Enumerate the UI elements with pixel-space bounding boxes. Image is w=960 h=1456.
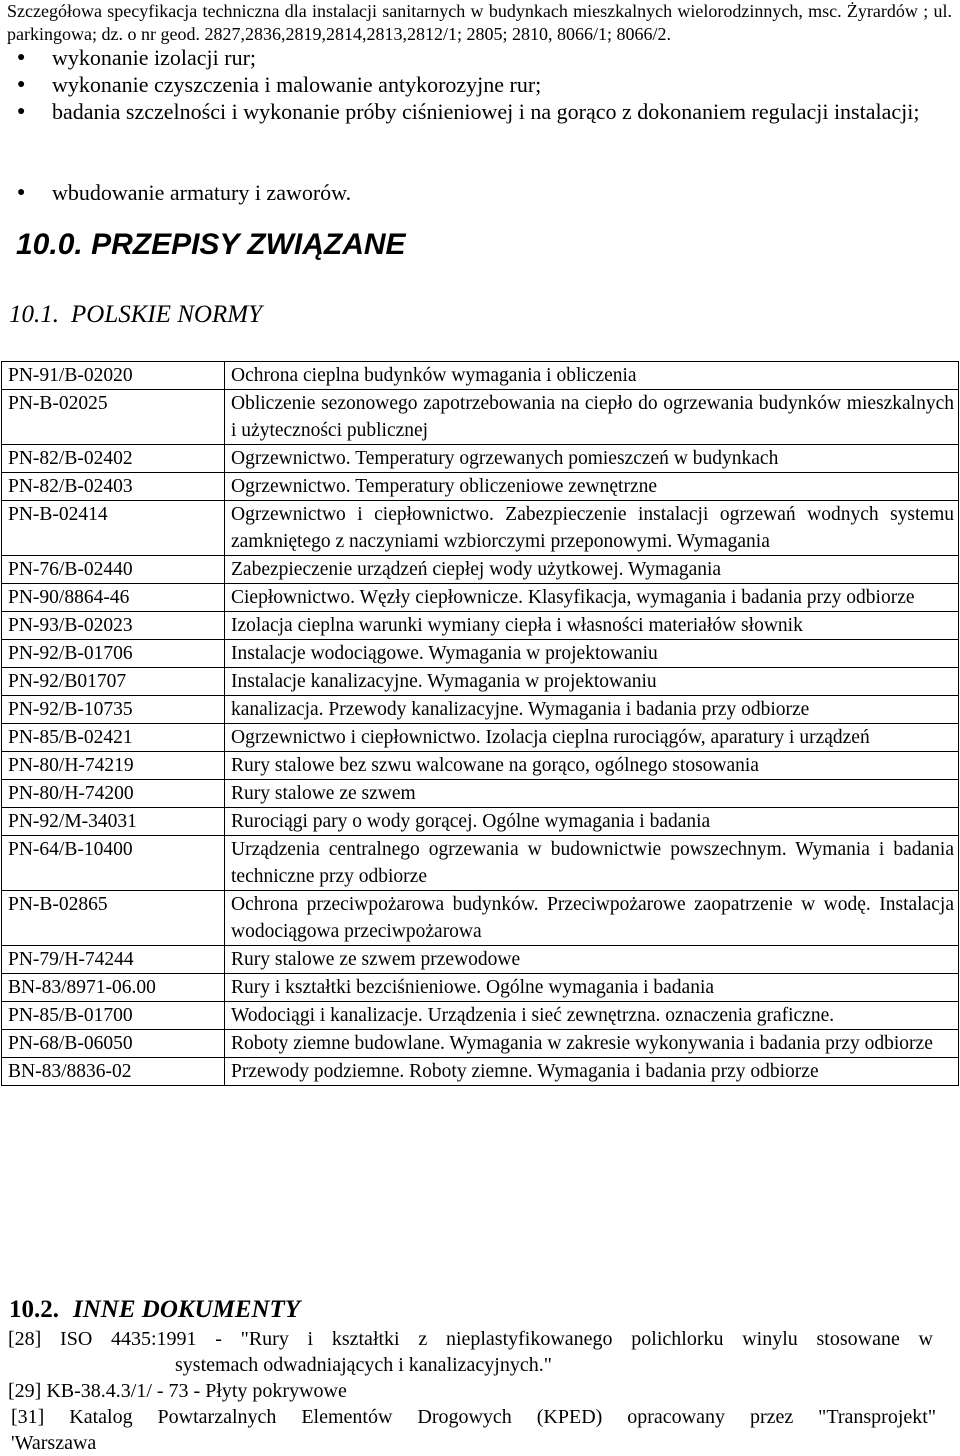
norm-code: PN-79/H-74244 <box>2 946 225 974</box>
norm-description: Ogrzewnictwo. Temperatury ogrzewanych pomieszczeń w budynkach <box>225 445 959 473</box>
document-item <box>11 1404 936 1456</box>
norm-code: PN-92/B01707 <box>2 668 225 696</box>
norm-description: Ogrzewnictwo i ciepłownictwo. Izolacja cieplna rurociągów, aparatury i urządzeń <box>225 724 959 752</box>
table-row <box>2 808 959 836</box>
list-item-text: wykonanie izolacji rur; <box>52 45 257 70</box>
bullet-icon: ● <box>17 50 26 65</box>
subsection-number: 10.2. <box>9 1296 59 1323</box>
table-row <box>2 668 959 696</box>
subsection-number: 10.1. <box>9 301 59 328</box>
norm-description: Rurociągi pary o wody gorącej. Ogólne wymagania i badania <box>225 808 959 836</box>
table-row <box>2 752 959 780</box>
bullet-icon: ● <box>17 185 26 200</box>
norm-code: PN-93/B-02023 <box>2 612 225 640</box>
norm-description: Ogrzewnictwo. Temperatury obliczeniowe zewnętrzne <box>225 473 959 501</box>
list-item-text: badania szczelności i wykonanie próby ciśnieniowej i na gorąco z dokonaniem regulacji instalacji; <box>52 99 920 124</box>
norm-code: PN-68/B-06050 <box>2 1030 225 1058</box>
table-row <box>2 584 959 612</box>
table-row <box>2 1030 959 1058</box>
bullet-icon: ● <box>17 104 26 119</box>
document-text: [31] Katalog Powtarzalnych Elementów Drogowych (KPED) opracowany przez "Transprojekt" <box>11 1406 936 1428</box>
norm-code: PN-92/B-10735 <box>2 696 225 724</box>
norm-description: kanalizacja. Przewody kanalizacyjne. Wymagania i badania przy odbiorze <box>225 696 959 724</box>
table-row <box>2 891 959 946</box>
list-item-text: wykonanie czyszczenia i malowanie antykorozyjne rur; <box>52 72 542 97</box>
table-row <box>2 362 959 390</box>
table-row <box>2 390 959 445</box>
norm-code: PN-85/B-01700 <box>2 1002 225 1030</box>
table-row <box>2 556 959 584</box>
subsection-heading-documents <box>9 1295 300 1325</box>
table-row <box>2 724 959 752</box>
norm-code: PN-92/M-34031 <box>2 808 225 836</box>
norm-description: Urządzenia centralnego ogrzewania w budownictwie powszechnym. Wymania i badania techniczne przy odbiorze <box>225 836 959 891</box>
norm-code: PN-91/B-02020 <box>2 362 225 390</box>
norm-description: Ciepłownictwo. Węzły ciepłownicze. Klasyfikacja, wymagania i badania przy odbiorze <box>225 584 959 612</box>
subsection-heading-norms <box>9 300 262 330</box>
norm-description: Rury stalowe bez szwu walcowane na gorąco, ogólnego stosowania <box>225 752 959 780</box>
norms-table-body <box>2 362 959 1086</box>
document-text: [29] KB-38.4.3/1/ - 73 - Płyty pokrywowe <box>8 1380 347 1402</box>
document-text-continued: 'Warszawa <box>11 1432 97 1454</box>
norm-description: Instalacje kanalizacyjne. Wymagania w projektowaniu <box>225 668 959 696</box>
norm-description: Rury i kształtki bezciśnieniowe. Ogólne wymagania i badania <box>225 974 959 1002</box>
table-row <box>2 696 959 724</box>
norm-description: Ochrona cieplna budynków wymagania i obliczenia <box>225 362 959 390</box>
norm-description: Zabezpieczenie urządzeń ciepłej wody użytkowej. Wymagania <box>225 556 959 584</box>
norm-code: PN-64/B-10400 <box>2 836 225 891</box>
section-number: 10.0. <box>16 228 83 261</box>
norm-description: Rury stalowe ze szwem <box>225 780 959 808</box>
norm-code: PN-80/H-74200 <box>2 780 225 808</box>
norm-code: PN-82/B-02403 <box>2 473 225 501</box>
section-title: PRZEPISY ZWIĄZANE <box>91 228 406 261</box>
table-row <box>2 974 959 1002</box>
norm-description: Przewody podziemne. Roboty ziemne. Wymagania i badania przy odbiorze <box>225 1058 959 1086</box>
table-row <box>2 445 959 473</box>
document-text: [28] ISO 4435:1991 - "Rury i kształtki z nieplastyfikowanego polichlorku winylu stosowane w <box>8 1328 933 1350</box>
norm-code: PN-80/H-74219 <box>2 752 225 780</box>
norm-code: PN-B-02025 <box>2 390 225 445</box>
table-row <box>2 1002 959 1030</box>
table-row <box>2 780 959 808</box>
norm-code: PN-82/B-02402 <box>2 445 225 473</box>
document-item <box>8 1326 933 1378</box>
table-row <box>2 946 959 974</box>
table-row <box>2 612 959 640</box>
table-row <box>2 836 959 891</box>
table-row <box>2 640 959 668</box>
norm-code: PN-76/B-02440 <box>2 556 225 584</box>
table-row <box>2 501 959 556</box>
norm-description: Instalacje wodociągowe. Wymagania w projektowaniu <box>225 640 959 668</box>
norm-code: PN-92/B-01706 <box>2 640 225 668</box>
norm-code: BN-83/8971-06.00 <box>2 974 225 1002</box>
norm-code: PN-B-02414 <box>2 501 225 556</box>
norm-description: Ogrzewnictwo i ciepłownictwo. Zabezpieczenie instalacji ogrzewań wodnych systemu zamkniętego z naczyniami wzbiorczymi przeponowymi. Wymagania <box>225 501 959 556</box>
table-row <box>2 1058 959 1086</box>
subsection-title: INNE DOKUMENTY <box>73 1296 301 1323</box>
table-row <box>2 473 959 501</box>
norm-code: PN-85/B-02421 <box>2 724 225 752</box>
norm-code: BN-83/8836-02 <box>2 1058 225 1086</box>
document-text-continued: systemach odwadniających i kanalizacyjnych." <box>175 1354 552 1376</box>
norms-table <box>1 361 959 1086</box>
norm-description: Wodociągi i kanalizacje. Urządzenia i sieć zewnętrzna. oznaczenia graficzne. <box>225 1002 959 1030</box>
bullet-icon: ● <box>17 77 26 92</box>
page-header: Szczegółowa specyfikacja techniczna dla instalacji sanitarnych w budynkach mieszkalnych wielorodzinnych, msc. Żyrardów ; ul. parkingowa; dz. o nr geod. 2827,2836,2819,2814,2813,2812/1; 2805; 2810, 8066/1; 8066/2. <box>7 1 952 44</box>
document-item <box>8 1378 933 1404</box>
norm-code: PN-90/8864-46 <box>2 584 225 612</box>
norm-description: Roboty ziemne budowlane. Wymagania w zakresie wykonywania i badania przy odbiorze <box>225 1030 959 1058</box>
norm-description: Ochrona przeciwpożarowa budynków. Przeciwpożarowe zaopatrzenie w wodę. Instalacja wodociągowa przeciwpożarowa <box>225 891 959 946</box>
subsection-title: POLSKIE NORMY <box>71 301 262 328</box>
norm-code: PN-B-02865 <box>2 891 225 946</box>
norm-description: Rury stalowe ze szwem przewodowe <box>225 946 959 974</box>
norm-description: Obliczenie sezonowego zapotrzebowania na ciepło do ogrzewania budynków mieszkalnych i użyteczności publicznej <box>225 390 959 445</box>
norm-description: Izolacja cieplna warunki wymiany ciepła i własności materiałów słownik <box>225 612 959 640</box>
list-item-text: wbudowanie armatury i zaworów. <box>52 180 352 205</box>
section-heading <box>16 227 406 263</box>
